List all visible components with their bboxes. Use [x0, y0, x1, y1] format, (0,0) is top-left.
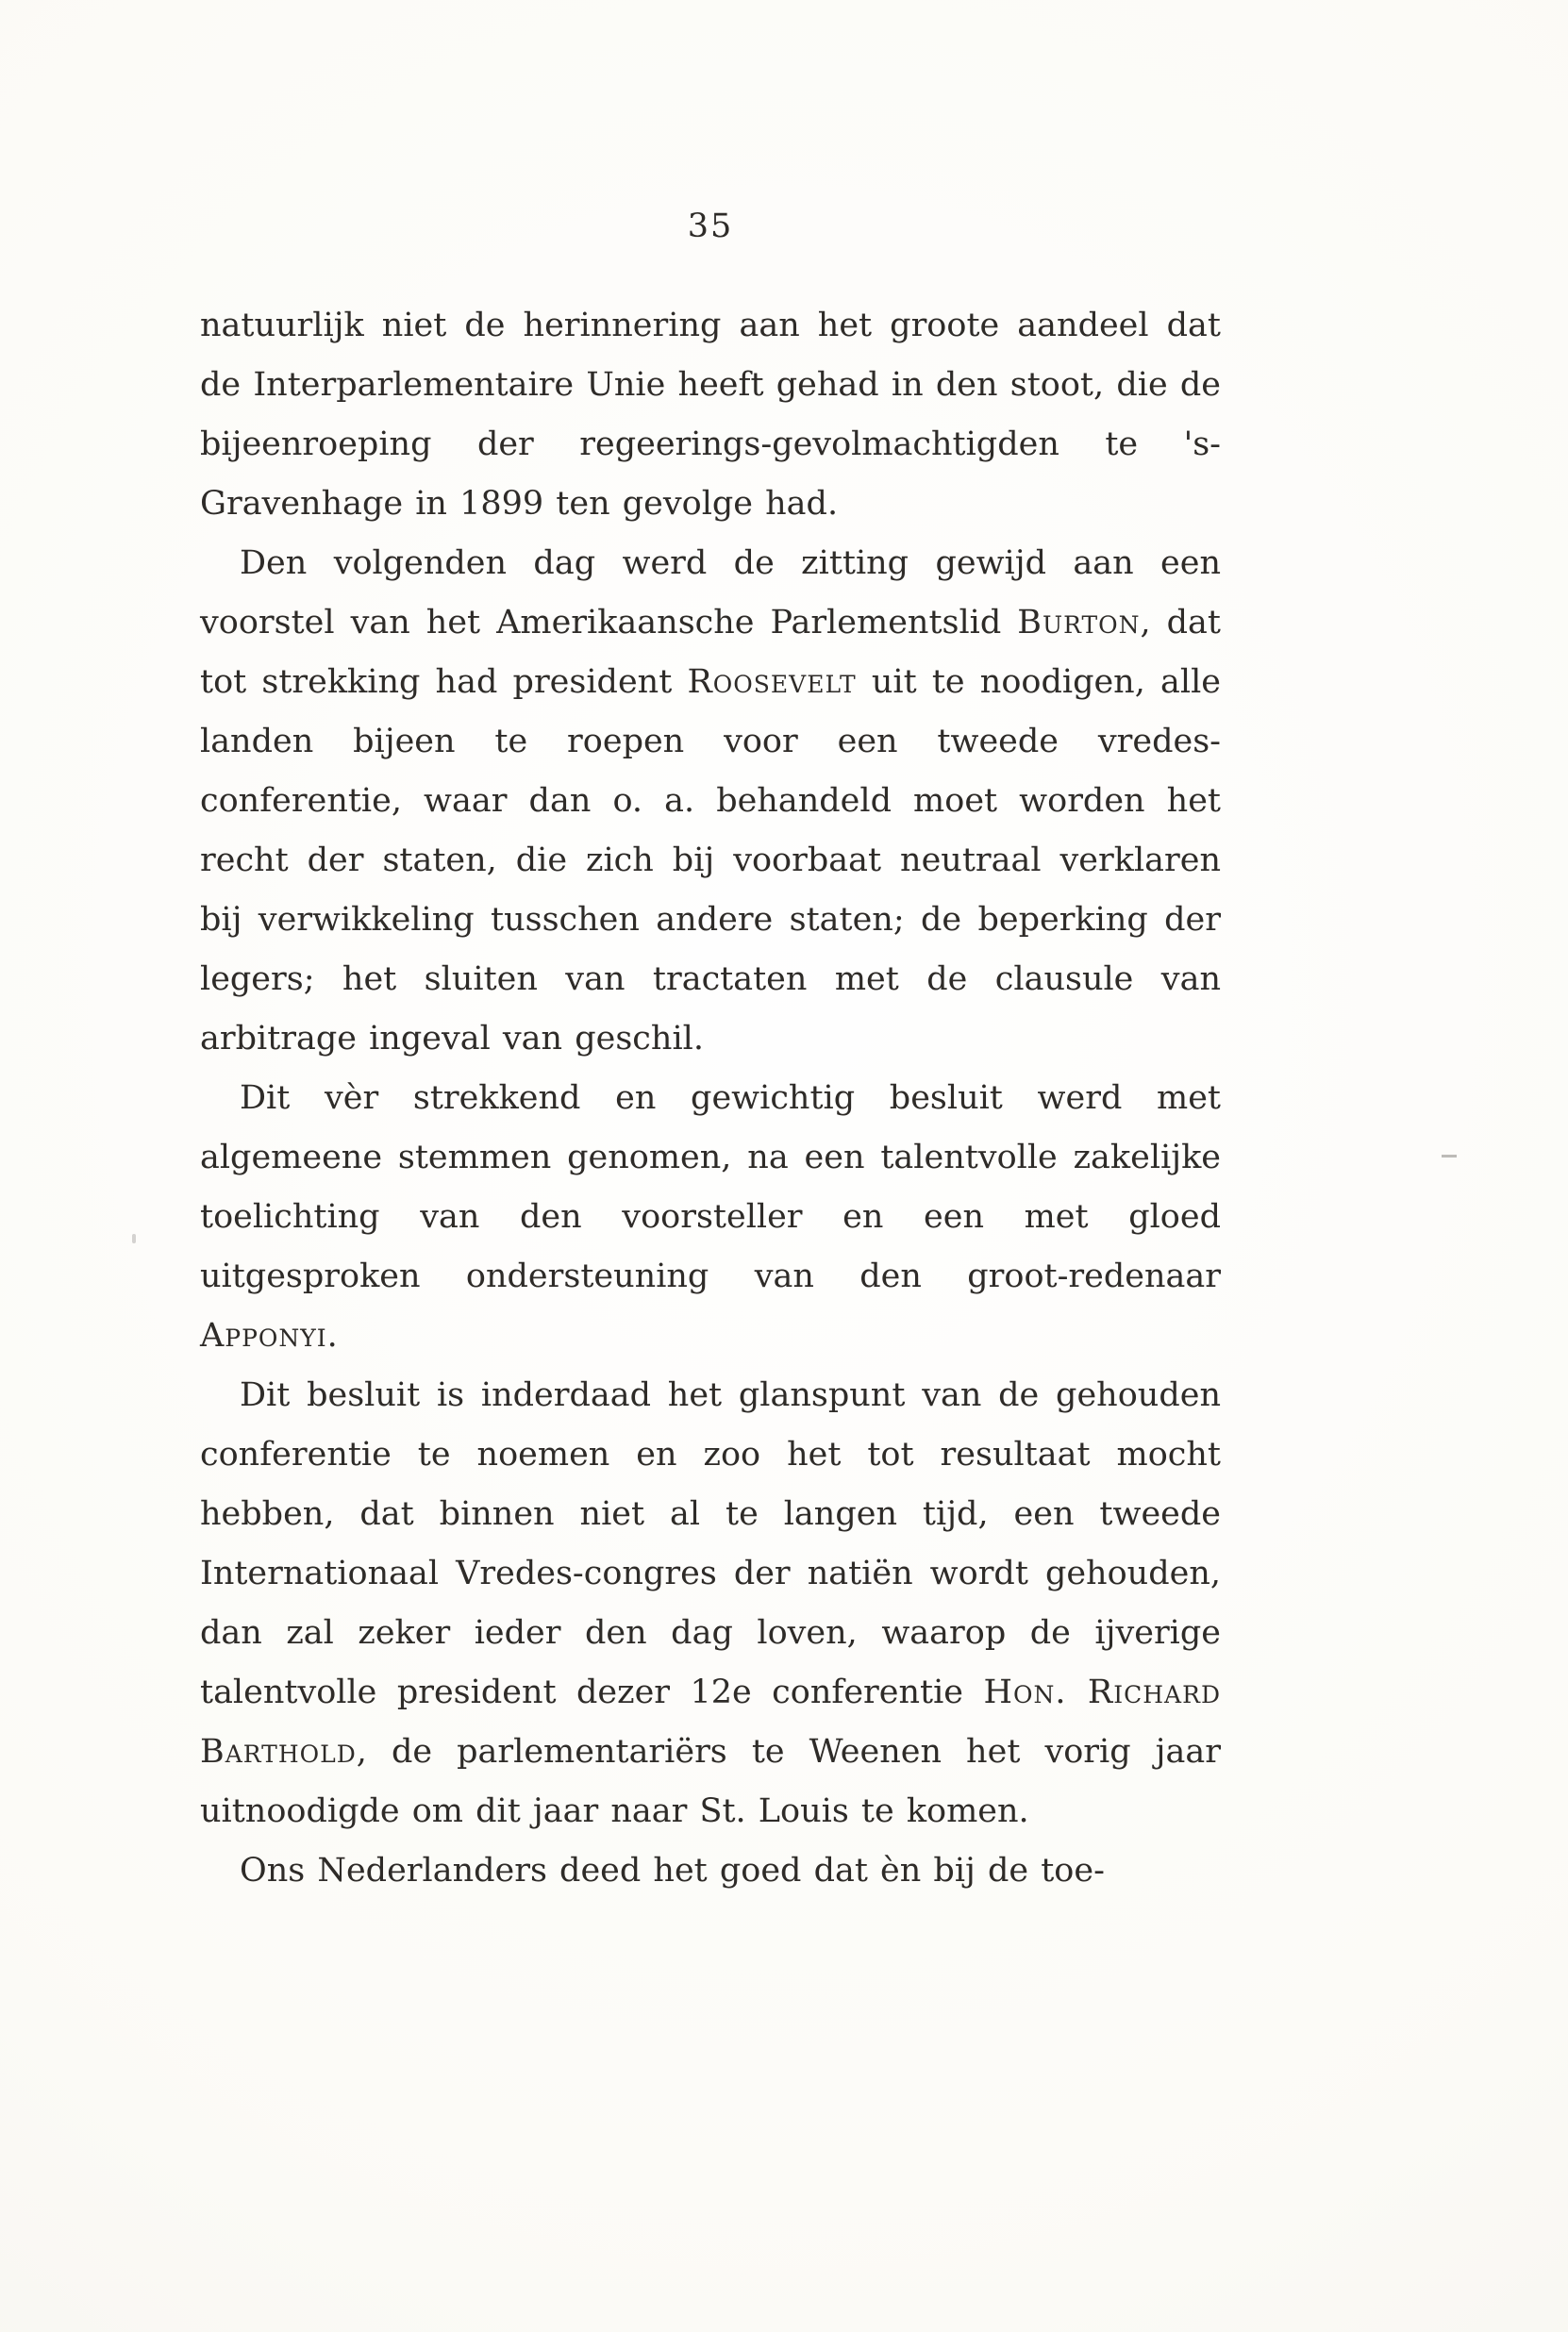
text-segment: natuurlijk niet de herinnering aan het groote aandeel dat de Interparlementaire Unie heeft gehad in den stoot, die de bijeenroeping der regeerings-gevolmachtigden te 's-Gravenhage in 1899 ten gevolge had. — [200, 307, 1221, 523]
text-segment: Den volgenden dag werd de zitting gewijd aan een voorstel van het Amerikaansche Parlementslid — [200, 544, 1221, 641]
text-segment: uit te noodigen, alle landen bijeen te roepen voor een tweede vredes-conferentie, waar dan o. a. behandeld moet worden het recht der staten, die zich bij voorbaat neutraal verklaren bij verwikkeling tusschen andere staten; de beperking der legers; het sluiten van tractaten met de clausule van arbitrage ingeval van geschil. — [200, 663, 1221, 1058]
paragraph — [200, 296, 1221, 534]
person-name-smallcaps: Apponyi — [200, 1317, 327, 1355]
paragraph — [200, 1069, 1221, 1366]
page-number: 35 — [687, 208, 734, 245]
scan-artifact — [1442, 1155, 1457, 1158]
scan-artifact — [132, 1234, 136, 1243]
text-segment: Dit besluit is inderdaad het glanspunt van de gehouden conferentie te noemen en zoo het tot resultaat mocht hebben, dat binnen niet al te langen tijd, een tweede Internationaal Vredes-congres der natiën wordt gehouden, dan zal zeker ieder den dag loven, waarop de ijverige talentvolle president dezer 12e conferentie — [200, 1376, 1221, 1711]
paragraph — [200, 534, 1221, 1069]
text-segment: Dit vèr strekkend en gewichtig besluit werd met algemeene stemmen genomen, na een talentvolle zakelijke toelichting van den voorsteller en een met gloed uitgesproken ondersteuning van den groot-redenaar — [200, 1079, 1221, 1295]
person-name-smallcaps: Roosevelt — [687, 663, 857, 701]
person-name-smallcaps: Hon. Richard Barthold — [200, 1674, 1221, 1771]
paragraph — [200, 1841, 1221, 1901]
person-name-smallcaps: Burton — [1017, 604, 1141, 641]
text-segment: , dat tot strekking had president — [200, 604, 1221, 701]
text-segment: , de parlementariërs te Weenen het vorig jaar uitnoodigde om dit jaar naar St. Louis te komen. — [200, 1733, 1221, 1830]
text-segment: Ons Nederlanders deed het goed dat èn bij de toe- — [240, 1852, 1105, 1890]
text-block — [200, 296, 1221, 1901]
paragraph — [200, 1366, 1221, 1841]
text-segment: . — [326, 1317, 338, 1355]
